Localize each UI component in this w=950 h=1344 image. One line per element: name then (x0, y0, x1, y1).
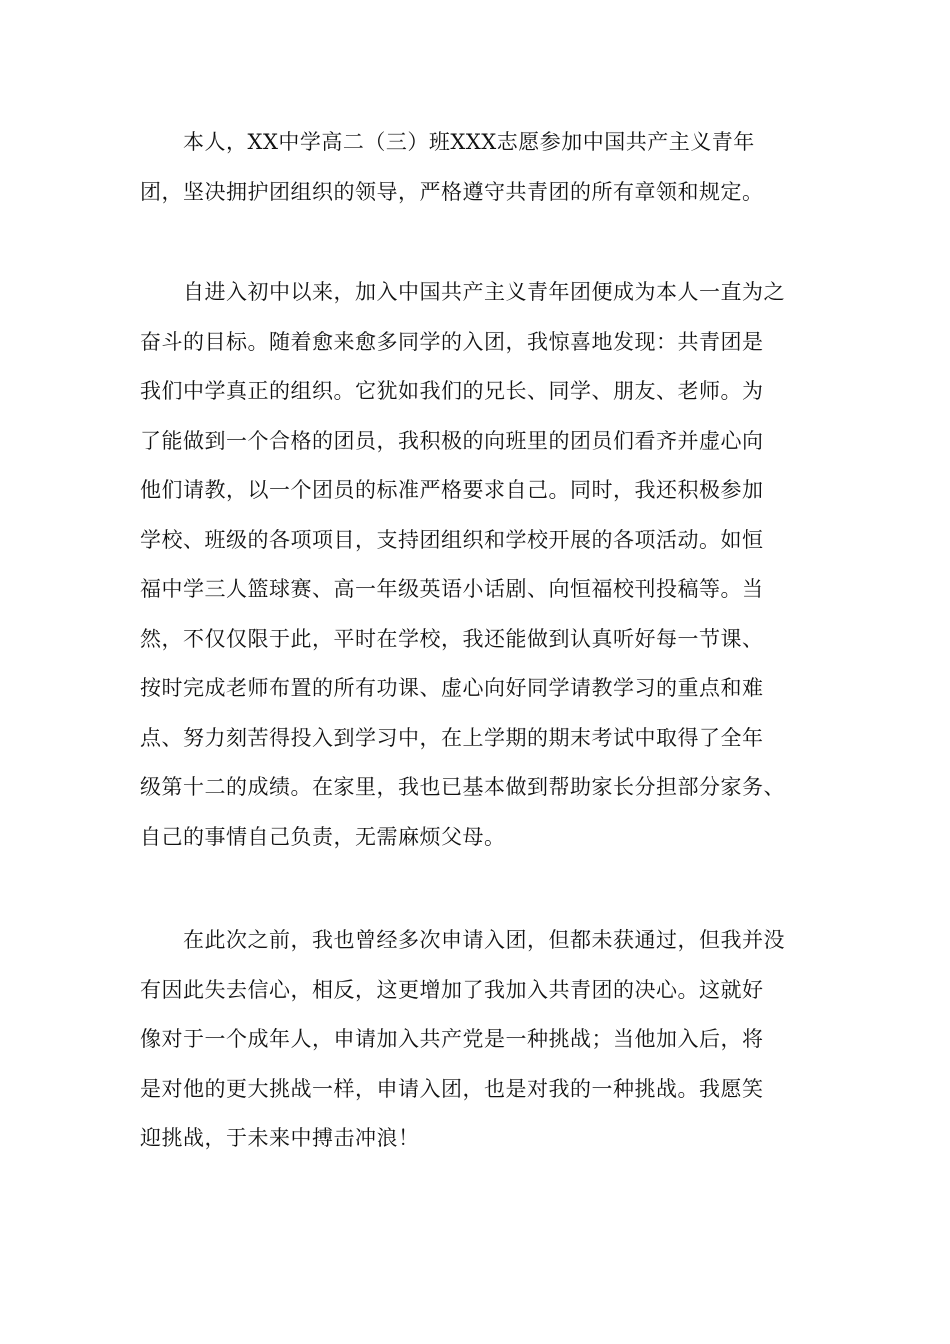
paragraph-line: 迎挑战，于未来中搏击冲浪！ (140, 1126, 420, 1150)
paragraph-line: 学校、班级的各项项目，支持团组织和学校开展的各项活动。如恒 (140, 527, 764, 552)
paragraph-line: 像对于一个成年人，申请加入共产党是一种挑战；当他加入后，将 (140, 1027, 764, 1051)
paragraph-line: 我们中学真正的组织。它犹如我们的兄长、同学、朋友、老师。为 (140, 379, 764, 403)
paragraph-line: 按时完成老师布置的所有功课、虚心向好同学请教学习的重点和难 (140, 676, 764, 700)
paragraph-line: 本人，XX中学高二（三）班XXX志愿参加中国共产主义青年 (140, 130, 755, 154)
paragraph-line: 他们请教，以一个团员的标准严格要求自己。同时，我还积极参加 (140, 478, 764, 502)
paragraph-line: 是对他的更大挑战一样，申请入团，也是对我的一种挑战。我愿笑 (140, 1076, 764, 1101)
paragraph-line: 自进入初中以来，加入中国共产主义青年团便成为本人一直为之 (140, 280, 785, 304)
paragraph-line: 在此次之前，我也曾经多次申请入团，但都未获通过，但我并没 (140, 928, 785, 952)
paragraph-line: 点、努力刻苦得投入到学习中，在上学期的期末考试中取得了全年 (140, 725, 764, 750)
paragraph-1 (140, 118, 800, 217)
paragraph-line: 自己的事情自己负责，无需麻烦父母。 (140, 824, 506, 849)
paragraph-line: 奋斗的目标。随着愈来愈多同学的入团，我惊喜地发现：共青团是 (140, 329, 764, 354)
paragraph-2 (140, 268, 800, 862)
paragraph-line: 有因此失去信心，相反，这更增加了我加入共青团的决心。这就好 (140, 977, 764, 1002)
paragraph-3 (140, 916, 800, 1164)
paragraph-line: 级第十二的成绩。在家里，我也已基本做到帮助家长分担部分家务、 (140, 775, 785, 799)
paragraph-line: 福中学三人篮球赛、高一年级英语小话剧、向恒福校刊投稿等。当 (140, 577, 764, 601)
paragraph-line: 团，坚决拥护团组织的领导，严格遵守共青团的所有章领和规定。 (140, 179, 764, 204)
paragraph-line: 然，不仅仅限于此，平时在学校，我还能做到认真听好每一节课、 (140, 626, 764, 651)
paragraph-line: 了能做到一个合格的团员，我积极的向班里的团员们看齐并虚心向 (140, 428, 764, 453)
